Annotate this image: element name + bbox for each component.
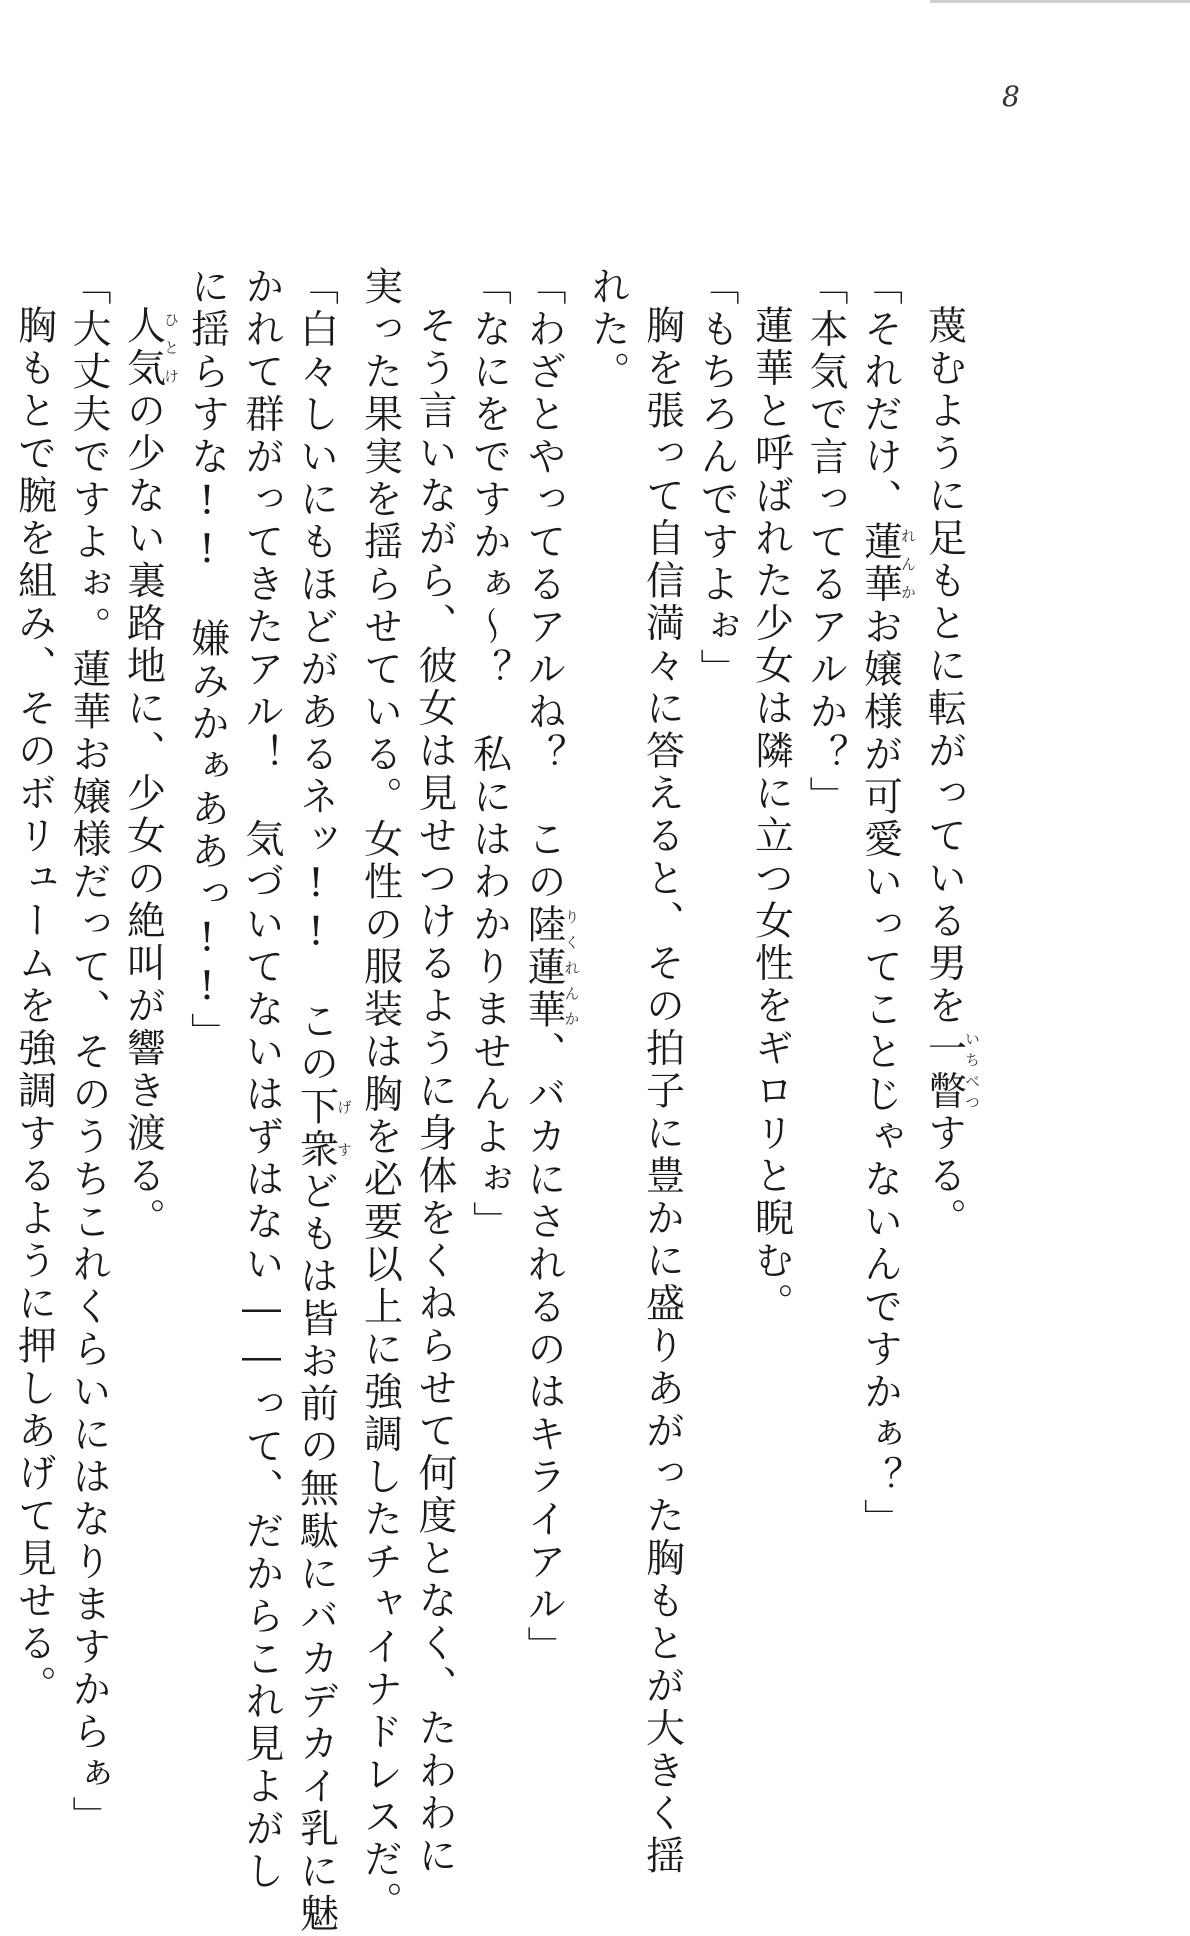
text-segment: 蓮華と呼ばれた少女は隣に立つ女性をギロリと睨む。: [748, 305, 794, 1325]
text-line: [743, 266, 798, 1676]
body-text: [11, 266, 981, 1936]
text-segment: する。: [921, 1112, 967, 1240]
text-line: [179, 266, 234, 1676]
text-segment: 、バカにされるのはキライアル」: [521, 1031, 566, 1669]
text-line: [634, 266, 689, 1878]
text-line: [288, 266, 353, 1936]
ruby-word: [521, 903, 581, 1032]
text-segment: 胸を張って自信満々に答えると、その拍子に豊かに盛りあがった胸もとが大きく揺: [639, 305, 685, 1878]
ruby-base: 一瞥: [921, 1027, 967, 1113]
furigana: りくれんか: [562, 903, 581, 1031]
ruby-base: 下衆: [293, 1085, 339, 1171]
text-line: [61, 266, 116, 1839]
text-segment: 実った果実を揺らせている。女性の服装は胸を必要以上に強調したチャイナドレスだ。: [357, 266, 403, 1924]
text-line: [115, 266, 179, 1676]
text-line: [461, 266, 516, 1676]
ruby-base: 陸蓮華: [521, 903, 566, 1031]
page-number: 8: [1002, 80, 1020, 113]
text-line: [352, 266, 407, 1924]
ruby-word: [921, 1027, 981, 1113]
text-segment: 「もちろんですよぉ」: [694, 266, 739, 691]
furigana: ひとけ: [162, 305, 180, 390]
text-segment: 蔑むように足もとに転がっている男を: [921, 305, 967, 1028]
text-segment: 「大丈夫ですよぉ。蓮華お嬢様だって、そのうちこれくらいにはなりますからぁ」: [66, 266, 111, 1839]
text-segment: 「わざとやってるアルね？ この: [521, 266, 566, 904]
text-line: [580, 266, 635, 1676]
text-segment: 「白々しいにもほどがあるネッ!! この: [293, 266, 339, 1086]
text-segment: 「なにをですかぁ～？ 私にはわかりませんよぉ」: [466, 266, 512, 1244]
text-segment: お嬢様が可愛いってことじゃないんですかぁ？」: [857, 606, 903, 1541]
text-line: [916, 266, 980, 1676]
text-segment: に揺らすな!! 嫌みかぁああっ!!」: [184, 266, 230, 1055]
ruby-base: 人気: [120, 305, 166, 390]
text-line: [852, 266, 916, 1676]
text-segment: れた。: [585, 266, 630, 394]
text-segment: 胸もとで腕を組み、そのボリュームを強調するように押しあげて見せる。: [11, 305, 57, 1708]
text-line: [689, 266, 744, 1676]
furigana: れんか: [899, 521, 917, 606]
text-segment: どもは皆お前の無駄にバカデカイ乳に魅: [293, 1170, 339, 1936]
ruby-word: [293, 1085, 353, 1171]
text-line: [407, 266, 462, 1878]
text-line: [234, 266, 289, 1893]
ruby-base: 蓮華: [857, 521, 903, 606]
text-segment: 「本気で言ってるアルか？」: [803, 266, 848, 819]
text-segment: 「それだけ、: [857, 266, 903, 521]
ruby-word: [120, 305, 180, 390]
ruby-word: [857, 521, 917, 606]
text-line: [516, 266, 580, 1676]
text-line: [6, 266, 61, 1708]
furigana: げす: [335, 1085, 353, 1171]
text-segment: そう言いながら、彼女は見せつけるように身体をくねらせて何度となく、たわわに: [412, 305, 457, 1878]
text-line: [798, 266, 853, 1676]
furigana: いちべつ: [963, 1027, 981, 1113]
text-segment: の少ない裏路地に、少女の絶叫が響き渡る。: [120, 390, 166, 1240]
text-segment: かれて群がってきたアル！ 気づいてないはずはない――って、だからこれ見よがし: [239, 266, 284, 1893]
top-rule: [930, 0, 1190, 3]
